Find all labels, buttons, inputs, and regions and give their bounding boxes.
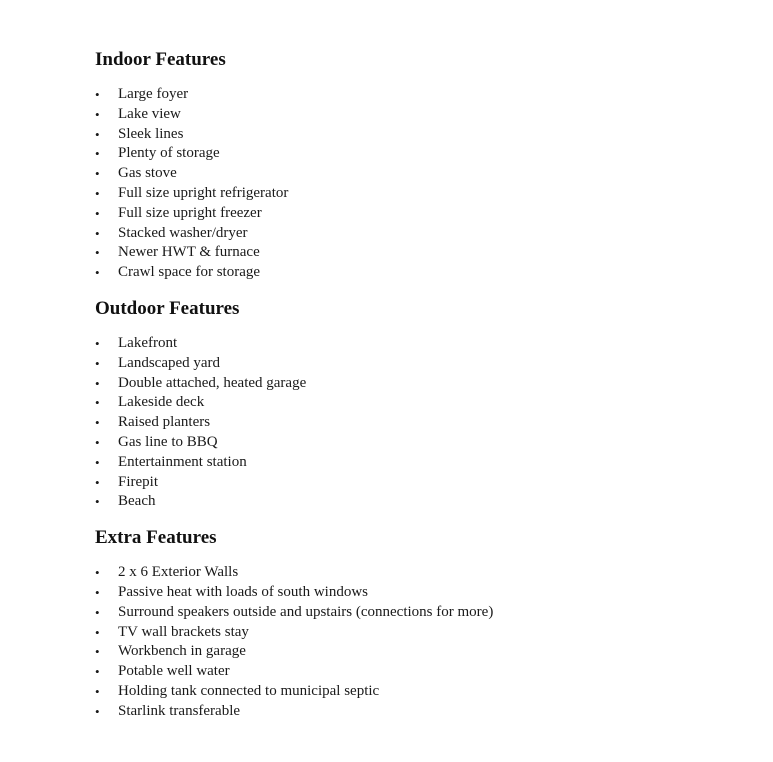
list-item xyxy=(95,354,773,374)
bullet-icon: • xyxy=(95,185,100,201)
bullet-icon: • xyxy=(95,664,100,680)
list-item xyxy=(95,393,773,413)
list-item xyxy=(95,603,773,623)
list-item-text: Stacked washer/dryer xyxy=(118,224,248,241)
feature-section xyxy=(95,296,773,512)
list-item-text: Surround speakers outside and upstairs (connections for more) xyxy=(118,603,494,620)
list-item-text: Raised planters xyxy=(118,414,211,431)
bullet-icon: • xyxy=(95,565,100,581)
list-item xyxy=(95,662,773,682)
list-item-text: Gas stove xyxy=(118,165,177,182)
list-item-text: Sleek lines xyxy=(118,125,184,142)
list-item xyxy=(95,682,773,702)
bullet-icon: • xyxy=(95,604,100,620)
list-item xyxy=(95,702,773,722)
list-item xyxy=(95,413,773,433)
list-item-text: Workbench in garage xyxy=(118,643,246,660)
list-item xyxy=(95,125,773,145)
list-item xyxy=(95,243,773,263)
feature-list xyxy=(95,563,773,721)
list-item-text: Full size upright refrigerator xyxy=(118,184,289,201)
list-item xyxy=(95,492,773,512)
list-item xyxy=(95,184,773,204)
list-item-text: Entertainment station xyxy=(118,453,247,470)
bullet-icon: • xyxy=(95,87,100,102)
list-item-text: Landscaped yard xyxy=(118,354,221,371)
list-item-text: Holding tank connected to municipal septic xyxy=(118,682,380,699)
list-item-text: Lakeside deck xyxy=(118,394,205,411)
bullet-icon: • xyxy=(95,375,100,391)
feature-list xyxy=(95,85,773,283)
list-item-text: Potable well water xyxy=(118,663,230,680)
bullet-icon: • xyxy=(95,494,100,510)
list-item-text: Large foyer xyxy=(118,86,189,102)
list-item xyxy=(95,105,773,125)
list-item xyxy=(95,563,773,583)
bullet-icon: • xyxy=(95,225,100,241)
feature-list xyxy=(95,334,773,512)
bullet-icon: • xyxy=(95,644,100,660)
bullet-icon: • xyxy=(95,146,100,162)
bullet-icon: • xyxy=(95,166,100,182)
bullet-icon: • xyxy=(95,584,100,600)
bullet-icon: • xyxy=(95,683,100,699)
bullet-icon: • xyxy=(95,205,100,221)
list-item-text: Firepit xyxy=(118,473,158,490)
bullet-icon: • xyxy=(95,624,100,640)
list-item xyxy=(95,144,773,164)
list-item-text: Lake view xyxy=(118,105,181,122)
bullet-icon: • xyxy=(95,245,100,261)
list-item xyxy=(95,263,773,283)
feature-section xyxy=(95,47,773,283)
section-heading: Indoor Features xyxy=(95,49,226,70)
list-item xyxy=(95,204,773,224)
list-item-text: Passive heat with loads of south windows xyxy=(118,583,368,600)
list-item-text: 2 x 6 Exterior Walls xyxy=(118,564,239,581)
bullet-icon: • xyxy=(95,703,100,719)
bullet-icon: • xyxy=(95,335,100,351)
section-heading: Outdoor Features xyxy=(95,297,240,319)
list-item xyxy=(95,473,773,493)
list-item-text: TV wall brackets stay xyxy=(118,623,249,640)
list-item-text: Gas line to BBQ xyxy=(118,433,218,450)
bullet-icon: • xyxy=(95,355,100,371)
list-item xyxy=(95,453,773,473)
bullet-icon: • xyxy=(95,395,100,411)
list-item xyxy=(95,224,773,244)
list-item xyxy=(95,85,773,105)
list-item-text: Plenty of storage xyxy=(118,145,220,162)
list-item xyxy=(95,433,773,453)
section-heading: Extra Features xyxy=(95,527,217,549)
list-item-text: Beach xyxy=(118,493,156,510)
bullet-icon: • xyxy=(95,454,100,470)
bullet-icon: • xyxy=(95,126,100,142)
list-item-text: Crawl space for storage xyxy=(118,264,261,281)
list-item xyxy=(95,334,773,354)
list-item-text: Full size upright freezer xyxy=(118,204,262,221)
bullet-icon: • xyxy=(95,434,100,450)
bullet-icon: • xyxy=(95,474,100,490)
list-item xyxy=(95,642,773,662)
list-item xyxy=(95,623,773,643)
bullet-icon: • xyxy=(95,106,100,122)
list-item-text: Double attached, heated garage xyxy=(118,374,307,391)
bullet-icon: • xyxy=(95,415,100,431)
list-item xyxy=(95,583,773,603)
feature-section xyxy=(95,525,773,721)
list-item-text: Starlink transferable xyxy=(118,702,241,719)
list-item xyxy=(95,164,773,184)
list-item-text: Newer HWT & furnace xyxy=(118,244,260,261)
list-item xyxy=(95,374,773,394)
list-item-text: Lakefront xyxy=(118,334,178,351)
bullet-icon: • xyxy=(95,265,100,281)
